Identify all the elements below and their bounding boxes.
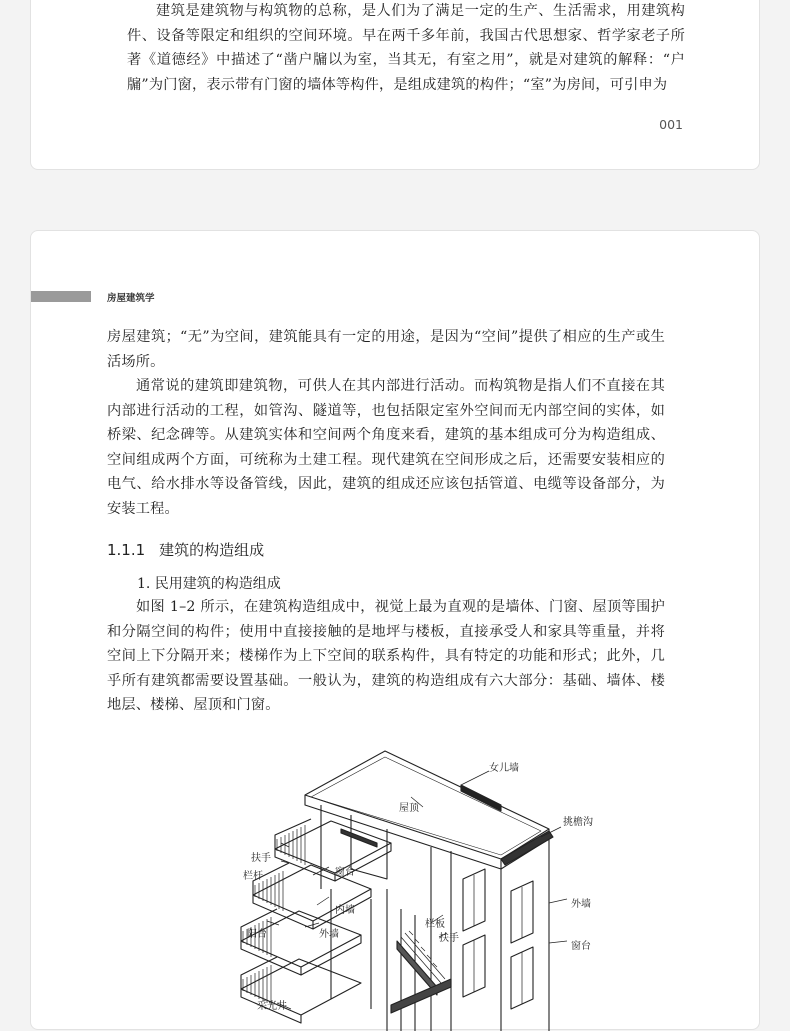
section-heading [107, 539, 264, 560]
label-exterior-wall-left: 外墙 [319, 929, 339, 940]
page-number: 001 [659, 117, 683, 132]
label-railing: 栏杆 [243, 871, 263, 882]
page-002 [30, 230, 760, 1030]
label-parapet: 女儿墙 [489, 763, 519, 774]
building-construction-figure [201, 739, 601, 1031]
running-header: 房屋建筑学 [107, 293, 155, 304]
label-roof: 屋顶 [399, 803, 419, 814]
section-title: 建筑的构造组成 [159, 541, 265, 559]
label-light-well: 采光井 [257, 1001, 287, 1012]
label-exterior-wall-right: 外墙 [571, 899, 591, 910]
page-001 [30, 0, 760, 170]
section-number: 1.1.1 [107, 541, 146, 559]
label-stair-slab: 栏板 [425, 919, 445, 930]
label-stair-handrail: 扶手 [439, 933, 459, 944]
label-interior-wall: 内墙 [335, 905, 355, 916]
body-paragraph: 如图 1–2 所示，在建筑构造组成中，视觉上最为直观的是墙体、门窗、屋顶等围护和分隔空间的构件；使用中直接接触的是地坪与楼板，直接承受人和家具等重量，并将空间上下分隔开来；楼梯作为上下空间的联系构件，具有特定的功能和形式；此外，几乎所有建筑都需要设置基础。一般认为，建筑的构造组成有六大部分：基础、墙体、楼地层、楼梯、屋顶和门窗。 [107, 599, 665, 713]
body-paragraph: 建筑是建筑物与构筑物的总称，是人们为了满足一定的生产、生活需求，用建筑构件、设备等限定和组织的空间环境。早在两千多年前，我国古代思想家、哲学家老子所著《道德经》中描述了“凿户牖以为室，当其无，有室之用”，就是对建筑的解释：“户牖”为门窗，表示带有门窗的墙体等构件，是组成建筑的构件；“室”为房间，可引申为 [127, 3, 685, 93]
body-paragraph: 房屋建筑；“无”为空间，建筑能具有一定的用途，是因为“空间”提供了相应的生产或生活场所。 [107, 329, 665, 370]
label-handrail: 扶手 [251, 853, 271, 864]
running-header-bar [31, 291, 91, 302]
label-balcony: 阳台 [247, 929, 267, 940]
subheading: 1. 民用建筑的构造组成 [137, 576, 281, 592]
body-paragraph: 通常说的建筑即建筑物，可供人在其内部进行活动。而构筑物是指人们不直接在其内部进行活动的工程，如管沟、隧道等，也包括限定室外空间而无内部空间的实体，如桥梁、纪念碑等。从建筑实体和空间两个角度来看，建筑的基本组成可分为构造组成、空间组成两个方面，可统称为土建工程。现代建筑在空间形成之后，还需要安装相应的电气、给水排水等设备管线，因此，建筑的组成还应该包括管道、电缆等设备部分，为安装工程。 [107, 378, 665, 517]
label-window-sill: 窗台 [335, 867, 355, 878]
label-window-sill-right: 窗台 [571, 941, 591, 952]
label-eave-gutter: 挑檐沟 [563, 817, 593, 828]
